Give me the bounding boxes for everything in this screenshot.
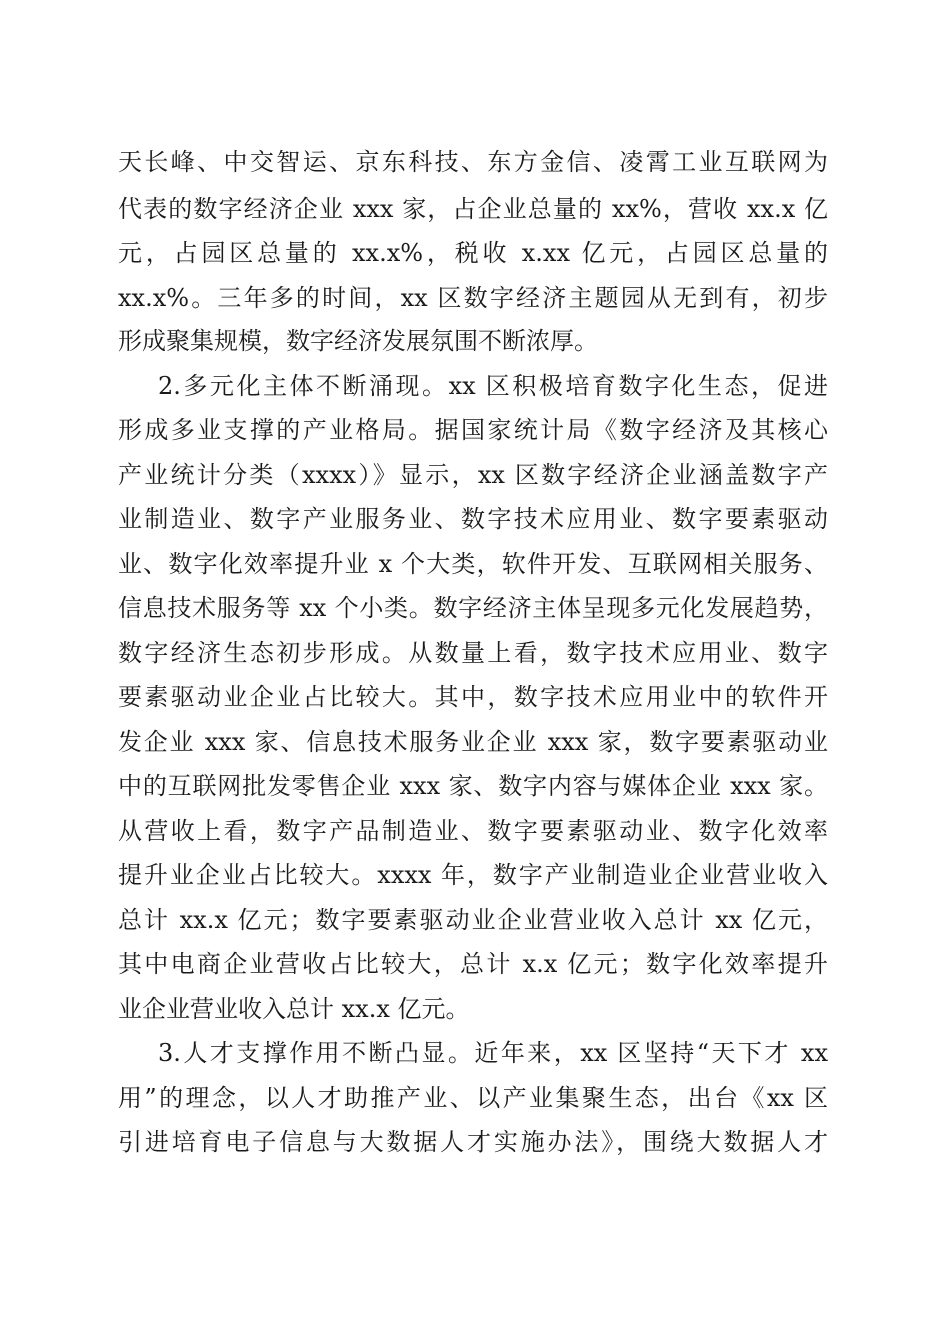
paragraph-3-heading-line: 3.人才支撑作用不断凸显。近年来，xx 区坚持“天下才 xx: [158, 1039, 828, 1067]
text-line: 从营收上看，数字产品制造业、数字要素驱动业、数字化效率: [118, 817, 828, 845]
text-line: 用”的理念，以人才助推产业、以产业集聚生态，出台《xx 区: [118, 1084, 828, 1112]
text-line: 提升业企业占比较大。xxxx 年，数字产业制造业企业营业收入: [118, 861, 828, 889]
text-line: 引进培育电子信息与大数据人才实施办法》，围绕大数据人才: [118, 1128, 828, 1156]
text-line: 要素驱动业企业占比较大。其中，数字技术应用业中的软件开: [118, 683, 828, 711]
text-line: 数字经济生态初步形成。从数量上看，数字技术应用业、数字: [118, 639, 828, 667]
text-line: 信息技术服务等 xx 个小类。数字经济主体呈现多元化发展趋势，: [118, 594, 828, 622]
text-line: 业企业营业收入总计 xx.x 亿元。: [118, 995, 470, 1023]
text-line: 其中电商企业营收占比较大，总计 x.x 亿元；数字化效率提升: [118, 950, 828, 978]
text-line: 业、数字化效率提升业 x 个大类，软件开发、互联网相关服务、: [118, 550, 828, 578]
text-line: 业制造业、数字产业服务业、数字技术应用业、数字要素驱动: [118, 505, 828, 533]
text-line: 中的互联网批发零售企业 xxx 家、数字内容与媒体企业 xxx 家。: [118, 772, 828, 800]
text-line: 代表的数字经济企业 xxx 家，占企业总量的 xx%，营收 xx.x 亿: [118, 195, 828, 223]
text-line: 形成多业支撑的产业格局。据国家统计局《数字经济及其核心: [118, 416, 828, 444]
text-line: xx.x%。三年多的时间，xx 区数字经济主题园从无到有，初步: [118, 284, 828, 312]
text-line: 总计 xx.x 亿元；数字要素驱动业企业营业收入总计 xx 亿元，: [118, 906, 828, 934]
text-line: 元，占园区总量的 xx.x%，税收 x.xx 亿元，占园区总量的: [118, 239, 828, 267]
text-line: 形成聚集规模，数字经济发展氛围不断浓厚。: [118, 327, 598, 355]
text-line: 产业统计分类（xxxx）》显示，xx 区数字经济企业涵盖数字产: [118, 461, 828, 489]
text-line: 天长峰、中交智运、京东科技、东方金信、凌霄工业互联网为: [118, 148, 828, 176]
paragraph-2-heading-line: 2.多元化主体不断涌现。xx 区积极培育数字化生态，促进: [158, 372, 828, 400]
text-line: 发企业 xxx 家、信息技术服务业企业 xxx 家，数字要素驱动业: [118, 728, 828, 756]
